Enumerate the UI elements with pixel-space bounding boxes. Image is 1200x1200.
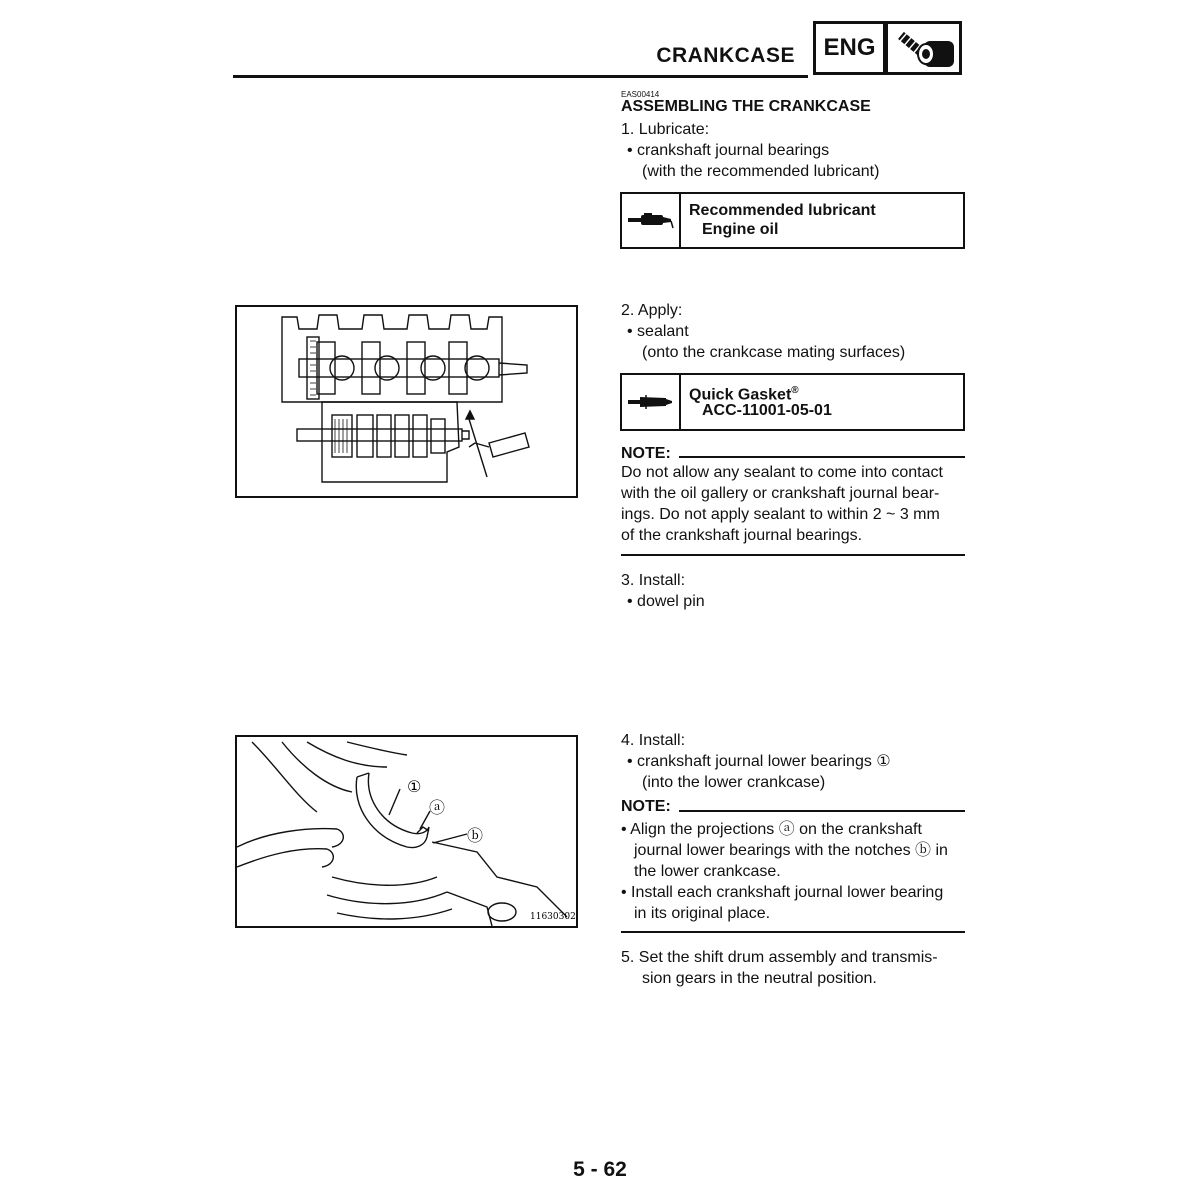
note2-label: NOTE:	[621, 798, 671, 815]
note2-item-line: journal lower bearings with the notches ⓑ in	[634, 842, 948, 859]
note1-label: NOTE:	[621, 445, 671, 462]
step1-bullet: • crankshaft journal bearings	[627, 142, 830, 159]
note2-body	[621, 819, 965, 924]
crankcase-drawing	[237, 307, 576, 496]
sealant-spec-title: Quick Gasket®	[689, 385, 799, 404]
engine-icon	[885, 21, 962, 75]
registered-mark: ®	[791, 385, 799, 396]
note1-bottom-rule	[621, 554, 965, 556]
step3-bullet: • dowel pin	[627, 593, 705, 610]
crankcase-figure	[235, 305, 578, 498]
note1-line: of the crankshaft journal bearings.	[621, 527, 863, 544]
note1-line: with the oil gallery or crankshaft journal bear-	[621, 485, 940, 502]
note2-item-line: in its original place.	[634, 905, 771, 922]
note2-item-line: the lower crankcase.	[634, 863, 781, 880]
page-title: CRANKCASE	[656, 44, 795, 67]
page-number: 5 - 62	[573, 1158, 627, 1181]
sealant-spec-box	[620, 373, 965, 431]
step2-label: 2. Apply:	[621, 302, 683, 319]
lubricant-spec-value: Engine oil	[702, 221, 779, 238]
sealant-spec-value: ACC-11001-05-01	[702, 402, 832, 419]
note2-item-first: • Install each crankshaft journal lower bearing	[621, 884, 944, 901]
note1-line: ings. Do not apply sealant to within 2 ~ 3 mm	[621, 506, 940, 523]
note1-body	[621, 462, 965, 546]
step5-line: 5. Set the shift drum assembly and transmis-	[621, 949, 938, 966]
bearing-drawing	[237, 737, 576, 926]
figure-code: 11630302	[530, 912, 576, 922]
note2-item-first: • Align the projections ⓐ on the crankshaft	[621, 821, 922, 838]
header-rule	[233, 75, 808, 78]
document-code: EAS00414	[621, 90, 660, 99]
step4-detail: (into the lower crankcase)	[642, 774, 826, 791]
step4-bullet: • crankshaft journal lower bearings ①	[627, 753, 891, 770]
bearing-figure	[235, 735, 578, 928]
step4-label: 4. Install:	[621, 732, 686, 749]
step3-label: 3. Install:	[621, 572, 686, 589]
step2-bullet: • sealant	[627, 323, 689, 340]
section-heading: ASSEMBLING THE CRANKCASE	[621, 98, 871, 115]
sealant-tube-icon	[622, 375, 681, 429]
note1-top-rule	[679, 456, 965, 458]
note2-bottom-rule	[621, 931, 965, 933]
step1-label: 1. Lubricate:	[621, 121, 710, 138]
lubricant-spec-title: Recommended lubricant	[689, 202, 876, 219]
lubricant-spec-box	[620, 192, 965, 249]
lubricant-oiler-icon	[622, 194, 681, 247]
section-tag: ENG	[813, 21, 886, 75]
step5-line: sion gears in the neutral position.	[642, 970, 877, 987]
step2-detail: (onto the crankcase mating surfaces)	[642, 344, 906, 361]
note2-top-rule	[679, 810, 965, 812]
callout-a: ⓐ	[429, 798, 446, 817]
step1-detail: (with the recommended lubricant)	[642, 163, 880, 180]
callout-b: ⓑ	[467, 826, 484, 845]
callout-1: ①	[407, 777, 422, 796]
note1-line: Do not allow any sealant to come into contact	[621, 464, 943, 481]
